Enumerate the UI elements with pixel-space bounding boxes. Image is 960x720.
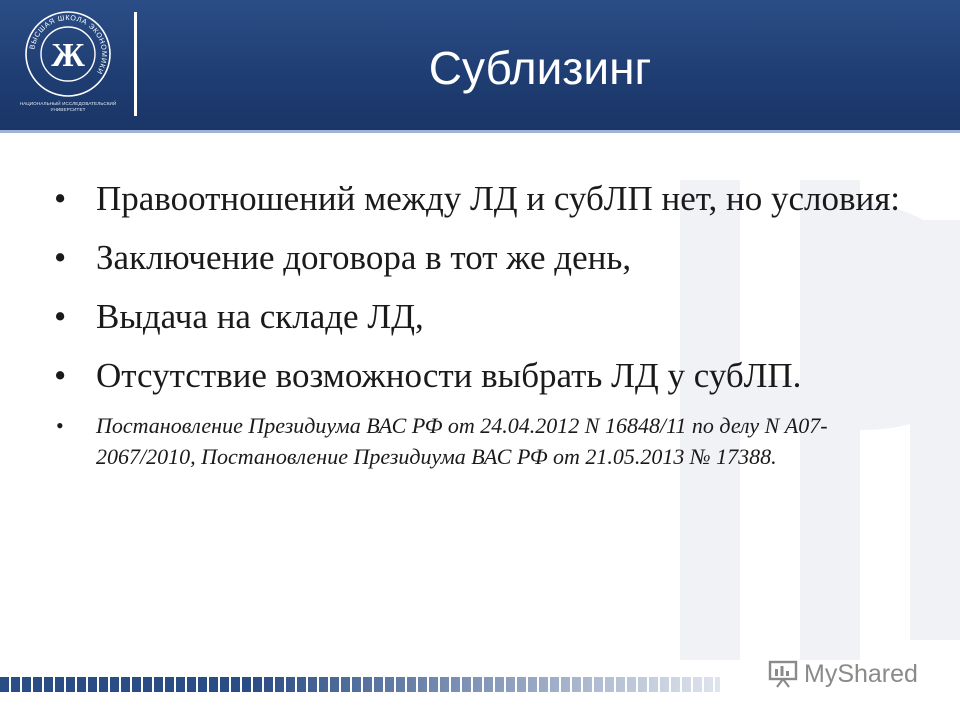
bullet-item: • Заключение договора в тот же день, [52,235,912,280]
bullet-item: • Отсутствие возможности выбрать ЛД у субЛП. [52,353,912,398]
logo-caption: НАЦИОНАЛЬНЫЙ ИССЛЕДОВАТЕЛЬСКИЙ УНИВЕРСИТЕТ [19,101,117,112]
bullet-item: • Правоотношений между ЛД и субЛП нет, но условия: [52,176,912,221]
myshared-watermark [768,656,918,692]
footer-stripe-fade [0,677,720,692]
presentation-board-icon [768,659,800,689]
logo-emblem-icon [18,8,118,100]
myshared-label: MyShared [804,659,918,688]
slide-body [52,176,912,472]
slide-header [0,0,960,130]
header-underline [0,130,960,133]
header-divider [134,12,137,116]
slide-title: Сублизинг [428,42,652,94]
university-logo [18,8,118,120]
citation-note: • Постановление Президиума ВАС РФ от 24.04.2012 N 16848/11 по делу N А07-2067/2010, Постановление Президиума ВАС РФ от 21.05.2013 № 17388. [52,410,912,472]
bullet-list [52,176,912,472]
bullet-item: • Выдача на складе ЛД, [52,294,912,339]
logo-monogram: Ж [51,37,85,74]
logo-ring-text: ВЫСШАЯ ШКОЛА ЭКОНОМИКИ [27,12,110,77]
